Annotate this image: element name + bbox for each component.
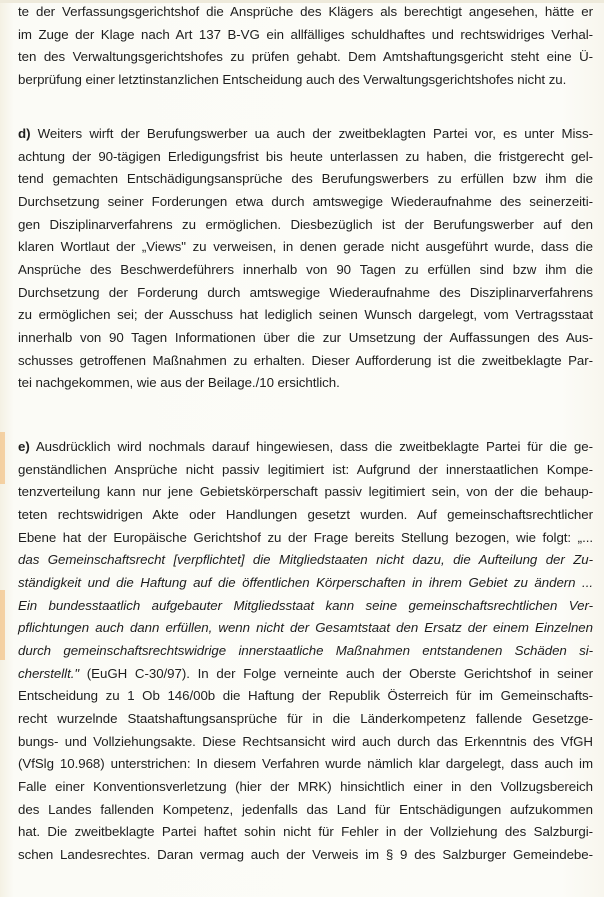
text-line: Ebene hat der Europäische Gerichtshof zu der Frage bereits Stellung bezogen, wie folgt: „... xyxy=(18,529,593,545)
text-line: (VfSlg 10.968) unterstrichen: In diesem Verfahren wurde nämlich klar dargelegt, dass auch im xyxy=(18,756,593,772)
text-line: Ansprüche des Beschwerdeführers innerhalb von 90 Tagen zu erfüllen sind bzw ihm die xyxy=(18,261,593,277)
text-line: schusses getroffenen Maßnahmen zu erhalten. Dieser Aufforderung ist die zweitbeklagte Par- xyxy=(18,352,593,368)
text-line xyxy=(18,436,593,459)
paragraph-label: e) xyxy=(18,439,30,454)
paragraph-continuation xyxy=(18,1,593,92)
text-line: im Zuge der Klage nach Art 137 B-VG ein allfälliges schuldhaftes und rechtswidriges Verhal- xyxy=(18,26,593,42)
text-line: tenzverteilung kann nur jene Gebietskörperschaft passiv legitimiert sein, von der die behaup- xyxy=(18,484,593,500)
text-line: Falle einer Konventionsverletzung (hier der MRK) hinsichtlich einer in den Vollzugsbereich xyxy=(18,778,593,794)
text-line: schen Landesrechtes. Daran vermag auch der Verweis im § 9 des Salzburger Gemeindebe- xyxy=(18,846,593,862)
text-line-content: (EuGH C-30/97). In der Folge verneinte auch der Oberste Gerichtshof in seiner xyxy=(79,665,593,681)
text-line: bungs- und Vollziehungsakte. Diese Rechtsansicht wird auch durch das Erkenntnis des VfGH xyxy=(18,733,593,749)
paragraph-label: d) xyxy=(18,126,31,141)
text-line: genständlichen Ansprüche nicht passiv legitimiert ist: Aufgrund der innerstaatlichen Kompe- xyxy=(18,461,593,477)
margin-highlight-marker xyxy=(0,432,5,484)
paragraph-d xyxy=(18,123,593,395)
text-line-content: Ausdrücklich wird nochmals darauf hingewiesen, dass die zweitbeklagte Partei für die ge- xyxy=(29,439,593,454)
text-line: hat. Die zweitbeklagte Partei haftet sohin nicht für Fehler in der Vollziehung des Salzburgi- xyxy=(18,824,593,840)
text-line: Durchsetzung seiner Forderungen etwa durch amtswegige Wiederaufnahme des seinerzeiti- xyxy=(18,193,593,209)
text-line: zu ermöglichen sei; der Ausschuss hat lediglich seinen Wunsch dargelegt, vom Vertragsstaat xyxy=(18,307,593,323)
quote-line: durch gemeinschaftsrechtswidrige innerstaatliche Maßnahmen entstandenen Schäden si- xyxy=(18,642,593,658)
text-line: Durchsetzung der Forderung durch amtswegige Wiederaufnahme des Disziplinarverfahrens xyxy=(18,284,593,300)
quote-line: ständigkeit und die Haftung auf die öffentlichen Körperschaften in ihrem Gebiet zu ändern ... xyxy=(18,574,593,590)
text-line: recht wurzelnde Staatshaftungsansprüche für in die Länderkompetenz fallende Gesetzge- xyxy=(18,710,593,726)
text-line: berprüfung einer letztinstanzlichen Entscheidung auch des Verwaltungsgerichtshofes nicht zu. xyxy=(18,71,567,87)
text-line: tend gemachten Entschädigungsansprüche des Berufungswerbers zu erfüllen bzw ihm die xyxy=(18,171,593,187)
text-line: tei nachgekommen, wie aus der Beilage./10 ersichtlich. xyxy=(18,375,340,391)
text-line xyxy=(18,663,593,686)
text-line-content: Weiters wirft der Berufungswerber ua auch der zweitbeklagten Partei vor, es unter Miss- xyxy=(30,126,593,141)
margin-highlight-marker xyxy=(0,590,5,660)
quote-line: das Gemeinschaftsrecht [verpflichtet] die Mitgliedstaaten nicht dazu, die Aufteilung der Zu- xyxy=(18,552,593,568)
text-line: teten rechtswidrigen Akte oder Handlungen gesetzt wurden. Auf gemeinschaftsrechtlicher xyxy=(18,506,593,522)
quote-line: pflichtungen auch dann erfüllen, wenn nicht der Gesamtstaat den Ersatz der einem Einzelnen xyxy=(18,620,593,636)
text-line: ten des Verwaltungsgerichtshofes zu prüfen gehabt. Dem Amtshaftungsgericht steht eine Ü- xyxy=(18,49,593,65)
text-line: innerhalb von 90 Tagen Informationen über die zur Umsetzung der Auffassungen des Aus- xyxy=(18,329,593,345)
text-line: te der Verfassungsgerichtshof die Ansprüche des Klägers als berechtigt angesehen, hätte er xyxy=(18,4,593,19)
text-line xyxy=(18,123,593,146)
text-line: Entscheidung zu 1 Ob 146/00b die Haftung der Republik Österreich für im Gemeinschafts- xyxy=(18,688,593,704)
text-line: des Landes fallenden Kompetenz, jedenfalls das Land für Entschädigungen aufzukommen xyxy=(18,801,593,817)
text-line: gen Disziplinarverfahrens zu ermöglichen. Diesbezüglich ist der Berufungswerber auf den xyxy=(18,216,593,232)
text-line: achtung der 90-tägigen Erledigungsfrist bis heute unterlassen zu haben, die fristgerecht gel- xyxy=(18,148,593,164)
quote-line: Ein bundesstaatlich aufgebauter Mitgliedsstaat kann seine gemeinschaftsrechtlichen Ver- xyxy=(18,597,593,613)
paragraph-e xyxy=(18,436,593,866)
text-line: klaren Wortlaut der „Views" zu verweisen, in denen gerade nicht ausgeführt wurde, dass die xyxy=(18,239,593,255)
quote-end: cherstellt." xyxy=(18,665,80,681)
